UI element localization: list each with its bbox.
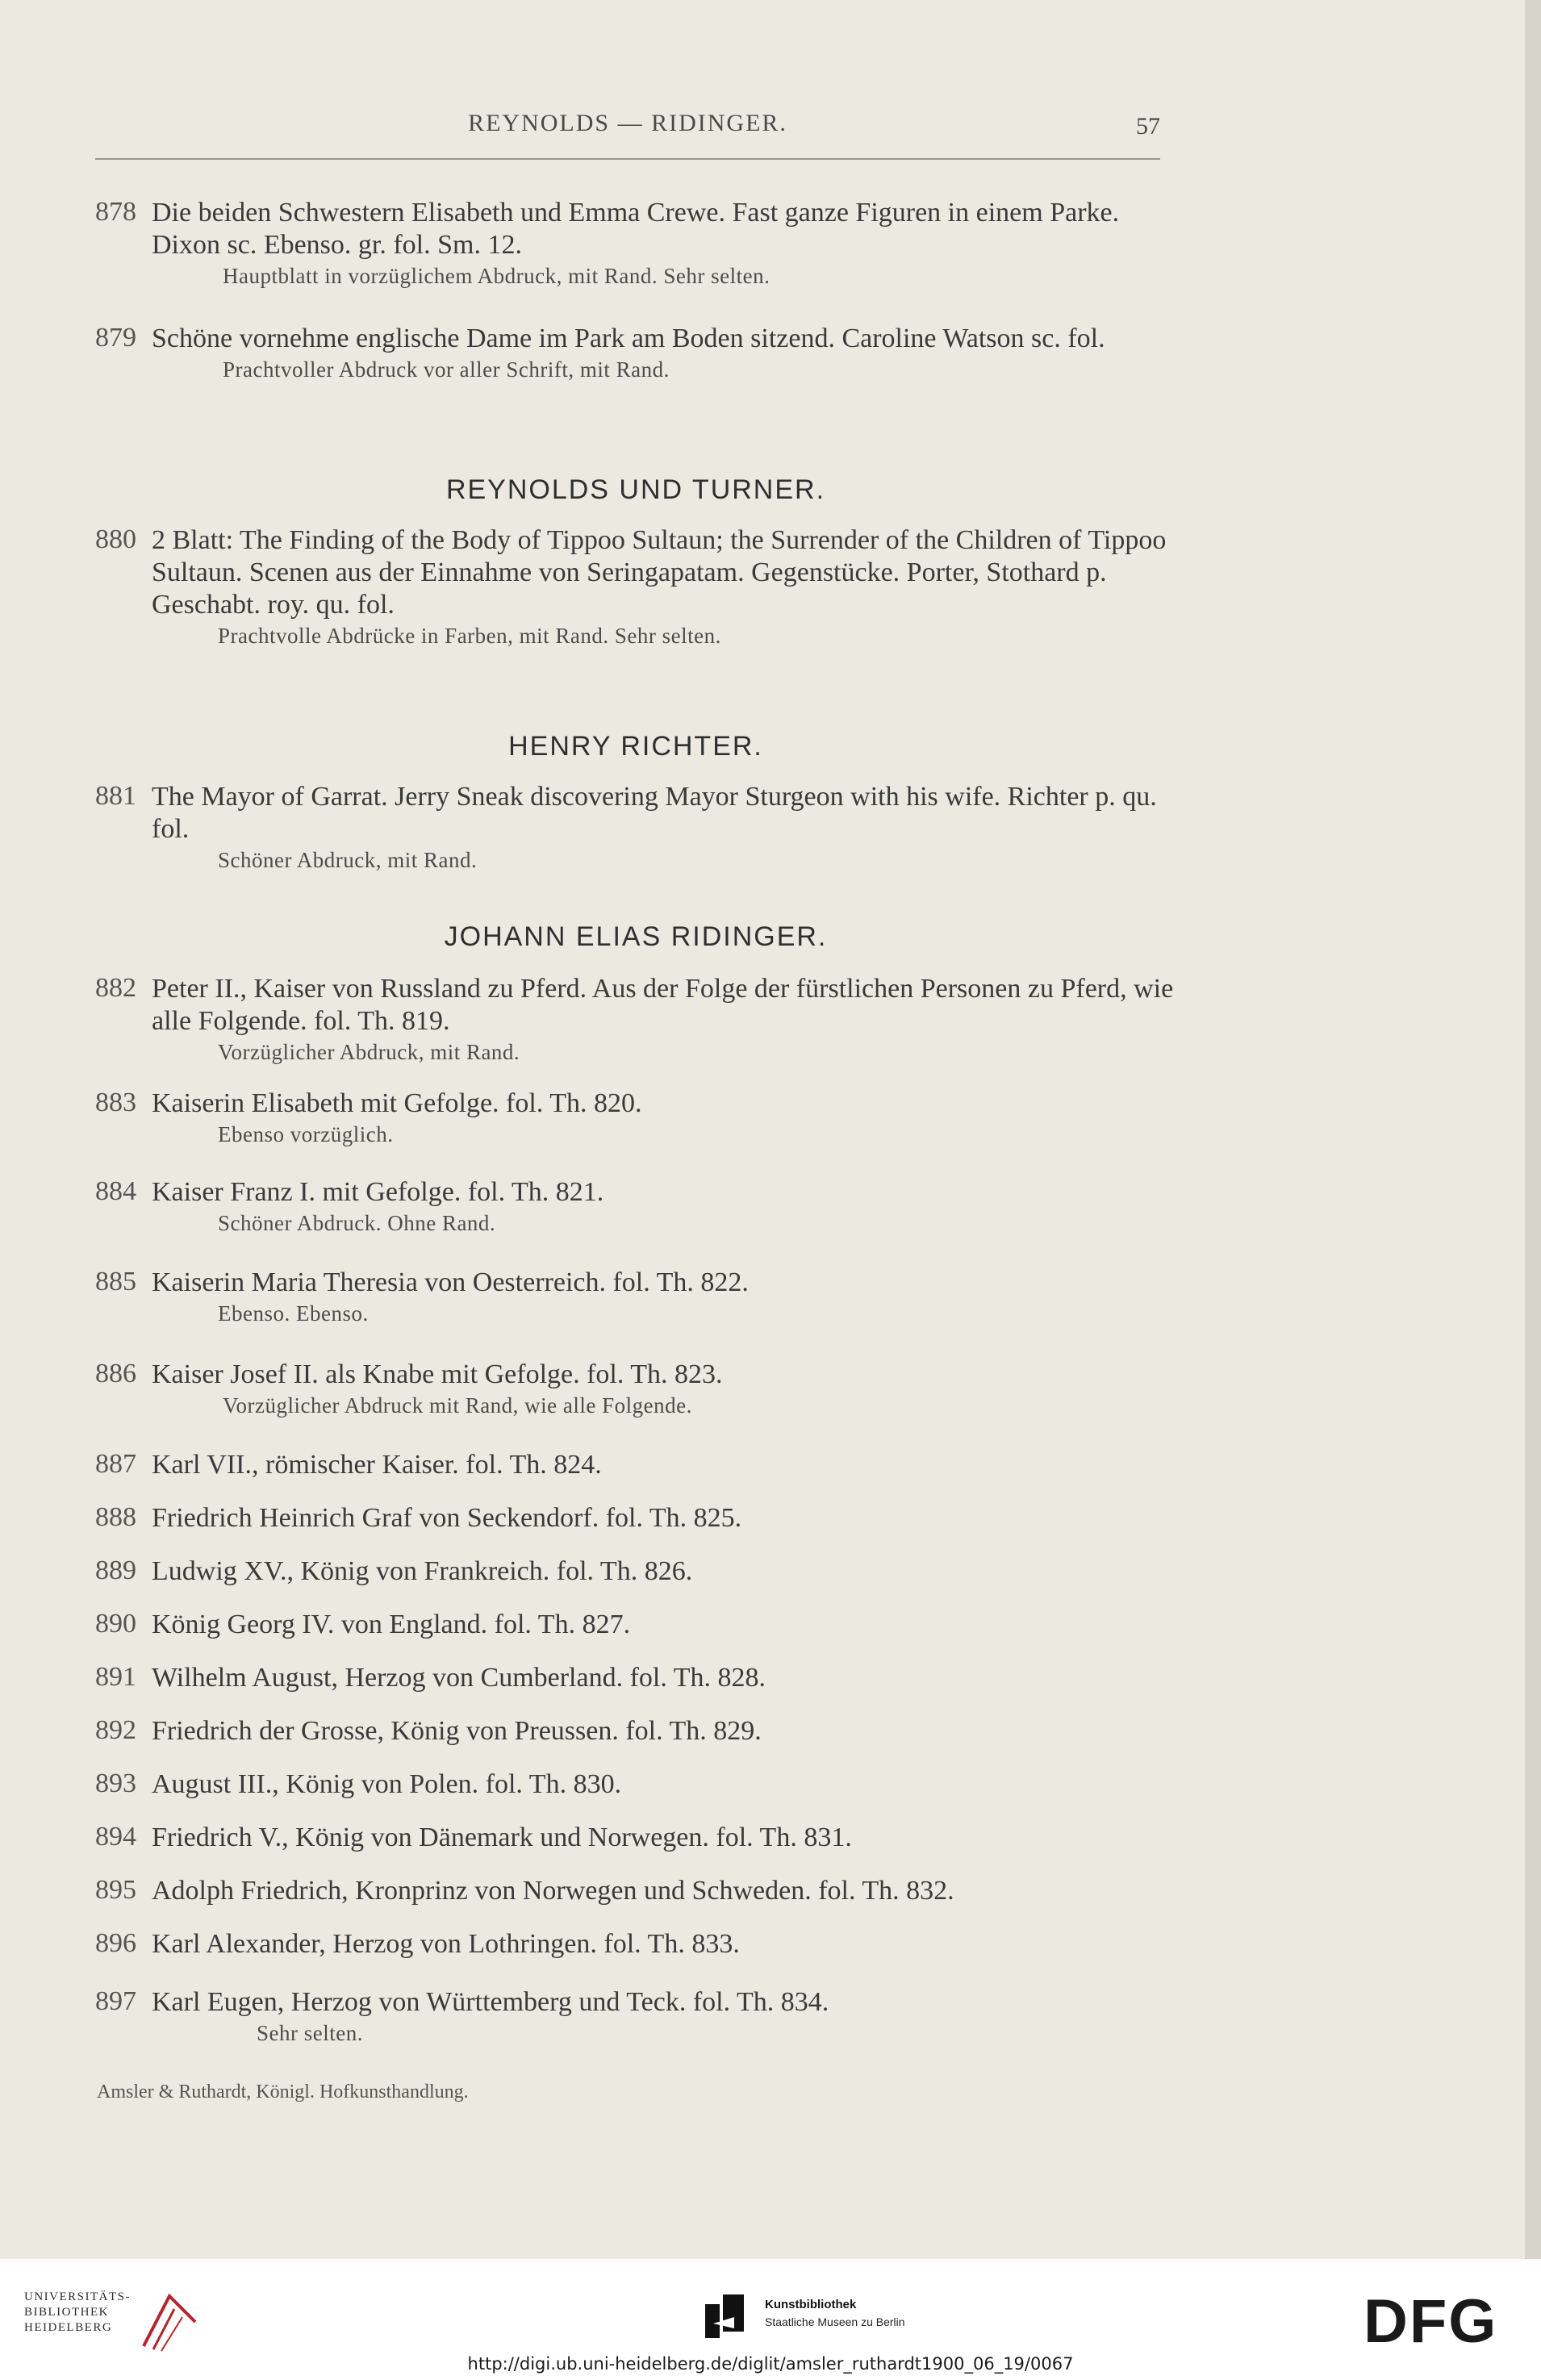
lot-description: Schöne vornehme englische Dame im Park am Boden sitzend. Caroline Watson sc. fol. <box>152 324 1105 353</box>
lot-condition-note: Vorzüglicher Abdruck, mit Rand. <box>218 1040 520 1064</box>
lot-description: Kaiserin Maria Theresia von Oesterreich. fol. Th. 822. <box>152 1267 749 1297</box>
lot-description: Wilhelm August, Herzog von Cumberland. fol. Th. 828. <box>152 1663 766 1693</box>
lot-number: 885 <box>95 1267 136 1296</box>
lot-number: 886 <box>95 1359 136 1388</box>
lot-number: 892 <box>95 1715 136 1745</box>
page-edge <box>1525 0 1541 2259</box>
lot-description: Friedrich Heinrich Graf von Seckendorf. fol. Th. 825. <box>152 1503 742 1533</box>
lot-number: 891 <box>95 1662 136 1692</box>
lot-description: Karl Alexander, Herzog von Lothringen. fol. Th. 833. <box>152 1929 740 1959</box>
lot-number: 896 <box>95 1928 136 1958</box>
lot-number: 897 <box>95 1986 136 2016</box>
catalog-entry-883 <box>95 1088 1176 1149</box>
catalog-entry-878 <box>95 197 1176 290</box>
lot-number: 887 <box>95 1449 136 1479</box>
lot-number: 895 <box>95 1875 136 1905</box>
lot-condition-note: Ebenso. Ebenso. <box>218 1301 369 1326</box>
lot-condition-note: Vorzüglicher Abdruck mit Rand, wie alle Folgende. <box>223 1393 692 1418</box>
lot-description: Friedrich V., König von Dänemark und Norwegen. fol. Th. 831. <box>152 1823 852 1852</box>
lot-condition-note: Ebenso vorzüglich. <box>218 1122 394 1146</box>
kunstbibliothek-logo[interactable] <box>702 2291 960 2348</box>
lot-number: 890 <box>95 1609 136 1639</box>
lot-condition-note: Prachtvolle Abdrücke in Farben, mit Rand. Sehr selten. <box>218 624 721 648</box>
catalog-entry-890 <box>95 1609 1176 1641</box>
lot-description: Kaiserin Elisabeth mit Gefolge. fol. Th. 820. <box>152 1088 642 1118</box>
catalog-entry-891 <box>95 1662 1176 1694</box>
lot-condition-note: Schöner Abdruck, mit Rand. <box>218 848 478 872</box>
catalog-entry-894 <box>95 1822 1176 1854</box>
permalink-url[interactable]: http://digi.ub.uni-heidelberg.de/diglit/amsler_ruthardt1900_06_19/0067 <box>467 2354 1074 2374</box>
running-title: REYNOLDS — RIDINGER. <box>468 110 787 136</box>
lot-condition-note: Sehr selten. <box>257 2021 363 2045</box>
lot-description: Ludwig XV., König von Frankreich. fol. Th. 826. <box>152 1556 693 1586</box>
catalog-entry-882 <box>95 973 1176 1067</box>
lot-number: 888 <box>95 1502 136 1532</box>
lot-description: Friedrich der Grosse, König von Preussen. fol. Th. 829. <box>152 1716 762 1746</box>
lot-description: Karl VII., römischer Kaiser. fol. Th. 824. <box>152 1450 602 1480</box>
catalog-entry-879 <box>95 323 1176 384</box>
catalog-entry-885 <box>95 1267 1176 1328</box>
catalog-entry-889 <box>95 1555 1176 1588</box>
lot-description: Die beiden Schwestern Elisabeth und Emma Crewe. Fast ganze Figuren in einem Parke. Dixon sc. Ebenso. gr. fol. Sm. 12. <box>152 198 1120 260</box>
catalog-entry-880 <box>95 524 1176 650</box>
lot-description: 2 Blatt: The Finding of the Body of Tippoo Sultaun; the Surrender of the Children of Tippoo Sultaun. Scenen aus der Einnahme von Seringapatam. Gegenstücke. Porter, Stothard p. Geschabt. roy. qu. fol. <box>152 525 1167 620</box>
lot-description: August III., König von Polen. fol. Th. 830. <box>152 1769 622 1799</box>
publisher-imprint: Amsler & Ruthardt, Königl. Hofkunsthandlung. <box>97 2081 469 2102</box>
section-heading-reynolds-turner: REYNOLDS UND TURNER. <box>445 474 826 505</box>
lot-condition-note: Hauptblatt in vorzüglichem Abdruck, mit Rand. Sehr selten. <box>223 264 770 288</box>
lot-description: König Georg IV. von England. fol. Th. 827. <box>152 1610 631 1639</box>
lot-description: The Mayor of Garrat. Jerry Sneak discovering Mayor Sturgeon with his wife. Richter p. qu. fol. <box>152 782 1157 844</box>
lot-number: 883 <box>95 1088 136 1117</box>
section-heading-henry-richter: HENRY RICHTER. <box>508 731 763 762</box>
lot-number: 879 <box>95 323 136 353</box>
lot-number: 882 <box>95 973 136 1003</box>
lot-number: 893 <box>95 1768 136 1798</box>
lot-number: 884 <box>95 1176 136 1206</box>
catalog-entry-888 <box>95 1502 1176 1534</box>
page-header <box>95 110 1160 160</box>
lot-condition-note: Schöner Abdruck. Ohne Rand. <box>218 1211 496 1235</box>
lot-number: 889 <box>95 1555 136 1585</box>
lot-description: Peter II., Kaiser von Russland zu Pferd. Aus der Folge der fürstlichen Personen zu Pferd, wie alle Folgende. fol. Th. 819. <box>152 974 1174 1036</box>
catalog-entry-897 <box>95 1986 1176 2048</box>
lot-description: Kaiser Franz I. mit Gefolge. fol. Th. 821. <box>152 1177 604 1207</box>
catalog-entry-895 <box>95 1875 1176 1907</box>
dfg-logo[interactable]: DFG <box>1364 2287 1498 2356</box>
catalog-entry-893 <box>95 1768 1176 1801</box>
university-library-name: UNIVERSITÄTS- BIBLIOTHEK HEIDELBERG <box>24 2290 131 2334</box>
lot-description: Kaiser Josef II. als Knabe mit Gefolge. fol. Th. 823. <box>152 1359 723 1389</box>
lot-number: 880 <box>95 524 136 554</box>
lot-number: 878 <box>95 197 136 227</box>
section-heading-ridinger: JOHANN ELIAS RIDINGER. <box>444 921 828 952</box>
catalog-entry-884 <box>95 1176 1176 1238</box>
kunstbibliothek-mark-icon <box>702 2291 747 2341</box>
book-mark-icon <box>137 2290 202 2353</box>
lot-number: 894 <box>95 1822 136 1852</box>
lot-description: Karl Eugen, Herzog von Württemberg und Teck. fol. Th. 834. <box>152 1987 829 2017</box>
kunstbibliothek-subtitle: Staatliche Museen zu Berlin <box>765 2315 905 2328</box>
catalog-entry-896 <box>95 1928 1176 1960</box>
catalog-entry-892 <box>95 1715 1176 1747</box>
lot-number: 881 <box>95 781 136 811</box>
catalog-entry-881 <box>95 781 1176 875</box>
kunstbibliothek-name: Kunstbibliothek <box>765 2298 857 2311</box>
lot-description: Adolph Friedrich, Kronprinz von Norwegen und Schweden. fol. Th. 832. <box>152 1876 954 1906</box>
digitization-footer <box>0 2259 1541 2380</box>
catalog-entry-887 <box>95 1449 1176 1481</box>
page-number: 57 <box>1136 113 1160 140</box>
university-library-logo[interactable] <box>24 2290 210 2354</box>
catalog-entry-886 <box>95 1359 1176 1420</box>
lot-condition-note: Prachtvoller Abdruck vor aller Schrift, mit Rand. <box>223 357 670 382</box>
